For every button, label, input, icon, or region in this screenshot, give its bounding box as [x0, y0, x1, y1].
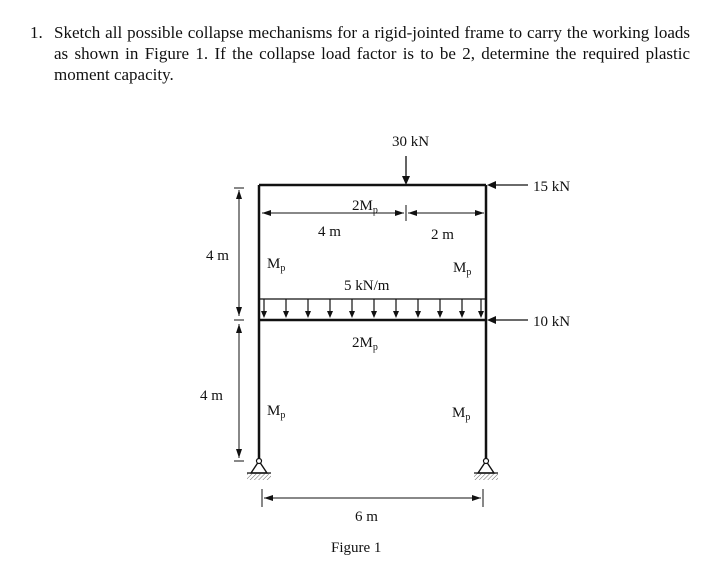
- moment-upper-left-column: $M_p$: [267, 256, 286, 274]
- lower-height-label: 4 m: [200, 388, 223, 404]
- height-dimension: [234, 188, 244, 461]
- upper-height-label: 4 m: [206, 248, 229, 264]
- question-text: Sketch all possible collapse mechanisms for a rigid-jointed frame to carry the working loads as shown in Figure 1. If the collapse load factor is to be 2, determine the required plastic moment capacity.: [54, 23, 690, 84]
- horizontal-load-mid-arrow: [487, 316, 528, 324]
- point-load-arrow: [402, 156, 410, 185]
- right-span-label: 2 m: [431, 227, 454, 243]
- horizontal-load-top-label: 15 kN: [533, 179, 571, 195]
- point-load-label: 30 kN: [392, 134, 430, 150]
- moment-mid-beam: $2M_p$: [352, 335, 378, 353]
- base-width-dimension: [262, 489, 483, 507]
- udl-load: [259, 299, 486, 318]
- left-pin-support: [247, 459, 271, 481]
- udl-label: 5 kN/m: [344, 278, 390, 294]
- moment-lower-right-column: $M_p$: [452, 405, 471, 423]
- right-pin-support: [474, 459, 498, 481]
- base-width-label: 6 m: [355, 509, 378, 525]
- question-number: 1.: [30, 23, 43, 42]
- horizontal-load-mid-label: 10 kN: [533, 314, 571, 330]
- horizontal-load-top-arrow: [487, 181, 528, 189]
- moment-lower-left-column: $M_p$: [267, 403, 286, 421]
- figure-caption: Figure 1: [331, 540, 382, 556]
- left-span-label: 4 m: [318, 224, 341, 240]
- moment-upper-right-column: $M_p$: [453, 260, 472, 278]
- moment-top-beam: $2M_p$: [352, 198, 378, 216]
